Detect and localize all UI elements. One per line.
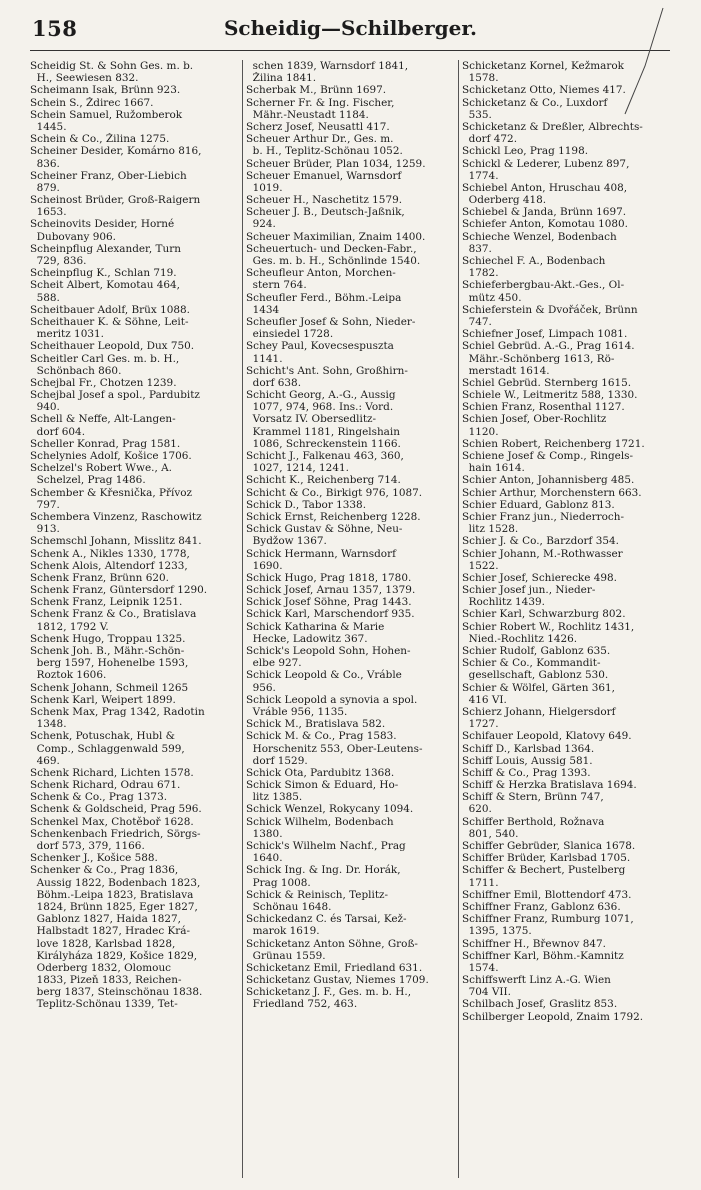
directory-line: Schien Robert, Reichenberg 1721. bbox=[462, 437, 645, 450]
directory-line: Schenk Richard, Lichten 1578. bbox=[30, 766, 194, 779]
directory-line: 1348. bbox=[30, 718, 67, 731]
directory-line: Schilbach Josef, Graslitz 853. bbox=[462, 998, 618, 1011]
directory-line: 879. bbox=[30, 181, 60, 194]
directory-line: schen 1839, Warnsdorf 1841, bbox=[246, 60, 409, 72]
directory-line: Schein Samuel, Ružomberok bbox=[30, 108, 183, 121]
directory-line: Comp., Schlaggenwald 599, bbox=[30, 742, 185, 755]
directory-line: Scheinovits Desider, Horné bbox=[30, 218, 175, 231]
directory-line: Scheimann Isak, Brünn 923. bbox=[30, 84, 181, 97]
directory-line: Oderberg 418. bbox=[462, 194, 547, 207]
directory-line: Schicketanz & Dreßler, Albrechts- bbox=[462, 120, 643, 133]
directory-line: elbe 927. bbox=[246, 657, 302, 670]
directory-line: 797. bbox=[30, 498, 60, 511]
directory-line: Scheuer J. B., Deutsch-Jaßnik, bbox=[246, 206, 405, 219]
directory-line: love 1828, Karlsbad 1828, bbox=[30, 937, 176, 950]
directory-line: Schenk & Goldscheid, Prag 596. bbox=[30, 803, 202, 816]
directory-line: Scheufleur Anton, Morchen- bbox=[246, 267, 396, 280]
directory-line: Schenk Johann, Schmeil 1265 bbox=[30, 681, 189, 694]
directory-line: Schiffner Franz, Rumburg 1071, bbox=[462, 913, 634, 926]
directory-line: Schenkel Max, Chotěboř 1628. bbox=[30, 815, 194, 828]
directory-line: 1774. bbox=[462, 169, 499, 182]
directory-line: b. H., Teplitz-Schönau 1052. bbox=[246, 145, 403, 158]
directory-line: Schier Eduard, Gablonz 813. bbox=[462, 498, 615, 511]
column-divider bbox=[242, 60, 243, 1178]
directory-line: Schiebel Anton, Hruschau 408, bbox=[462, 181, 628, 194]
directory-line: Schönau 1648. bbox=[246, 900, 332, 913]
directory-line: Schicketanz Emil, Friedland 631. bbox=[246, 961, 423, 974]
directory-line: Schick Ota, Pardubitz 1368. bbox=[246, 766, 395, 779]
directory-line: Schiechel F. A., Bodenbach bbox=[462, 255, 606, 267]
directory-line: Schier Franz jun., Niederroch- bbox=[462, 510, 625, 523]
directory-line: Schien Franz, Rosenthal 1127. bbox=[462, 401, 625, 414]
directory-line: Schiebel & Janda, Brünn 1697. bbox=[462, 206, 627, 219]
directory-line: Rochlitz 1439. bbox=[462, 596, 545, 609]
directory-line: 1086, Schreckenstein 1166. bbox=[246, 437, 401, 450]
directory-line: Schelynies Adolf, Košice 1706. bbox=[30, 450, 192, 462]
directory-line: 1824, Brünn 1825, Eger 1827, bbox=[30, 900, 198, 913]
directory-line: Horschenitz 553, Ober-Leutens- bbox=[246, 742, 423, 755]
directory-line: marok 1619. bbox=[246, 925, 320, 938]
directory-line: 535. bbox=[462, 108, 492, 121]
page-title: Scheidig—Schilberger. bbox=[223, 16, 478, 40]
directory-line: H., Seewiesen 832. bbox=[30, 72, 139, 85]
directory-line: Schick Simon & Eduard, Ho- bbox=[246, 779, 399, 792]
directory-line: stern 764. bbox=[246, 279, 307, 292]
directory-line: 1141. bbox=[246, 352, 283, 365]
directory-line: Scheithauer K. & Söhne, Leit- bbox=[30, 315, 189, 328]
directory-line: Vorsatz IV. Obersedlitz- bbox=[246, 413, 377, 426]
directory-line: Schick Ing. & Ing. Dr. Horák, bbox=[246, 864, 401, 877]
directory-line: Schiff D., Karlsbad 1364. bbox=[462, 742, 595, 755]
directory-line: Roztok 1606. bbox=[30, 669, 107, 682]
directory-line: Schick Wilhelm, Bodenbach bbox=[246, 815, 394, 828]
directory-line: Schember & Křesnička, Přívoz bbox=[30, 486, 193, 499]
directory-line: Scheidig St. & Sohn Ges. m. b. bbox=[30, 60, 194, 72]
directory-line: Schick Leopold & Co., Vráble bbox=[246, 669, 402, 682]
directory-line: 1445. bbox=[30, 120, 67, 133]
directory-line: Schiffer Gebrüder, Slanica 1678. bbox=[462, 840, 636, 852]
directory-line: Schiffner Karl, Böhm.-Kamnitz bbox=[462, 949, 624, 962]
directory-line: gesellschaft, Gablonz 530. bbox=[462, 669, 609, 682]
directory-line: 1027, 1214, 1241. bbox=[246, 462, 349, 475]
directory-line: 1812, 1792 V. bbox=[30, 620, 109, 633]
directory-line: Schicht K., Reichenberg 714. bbox=[246, 474, 401, 487]
directory-line: Schiene Josef & Comp., Ringels- bbox=[462, 450, 634, 462]
directory-line: 1434 bbox=[246, 303, 280, 316]
directory-line: Scheinpflug K., Schlan 719. bbox=[30, 267, 177, 280]
directory-line: Schick Josef, Arnau 1357, 1379. bbox=[246, 584, 416, 597]
directory-line: Schick's Leopold Sohn, Hohen- bbox=[246, 645, 411, 657]
directory-line: 588. bbox=[30, 291, 60, 304]
directory-line: 469. bbox=[30, 754, 60, 767]
directory-line: Schier Robert W., Rochlitz 1431, bbox=[462, 620, 635, 633]
directory-line: Schenker J., Košice 588. bbox=[30, 852, 158, 865]
directory-line: Schier J. & Co., Barzdorf 354. bbox=[462, 535, 619, 548]
column-divider bbox=[458, 60, 459, 1178]
directory-line: 1522. bbox=[462, 559, 499, 572]
directory-line: Schejbal Josef a spol., Pardubitz bbox=[30, 389, 200, 402]
directory-line: 747. bbox=[462, 315, 492, 328]
directory-line: Schicht J., Falkenau 463, 360, bbox=[246, 450, 404, 462]
directory-line: Schell & Neffe, Alt-Langen- bbox=[30, 413, 176, 426]
directory-line: Scheuer H., Naschetitz 1579. bbox=[246, 194, 403, 207]
directory-line: Böhm.-Leipa 1823, Bratislava bbox=[30, 888, 194, 901]
directory-line: Schieferbergbau-Akt.-Ges., Ol- bbox=[462, 279, 625, 292]
directory-line: Scheuer Maximilian, Znaim 1400. bbox=[246, 230, 426, 243]
directory-line: Scheiner Desider, Komárno 816, bbox=[30, 145, 202, 158]
directory-line: Prag 1008. bbox=[246, 876, 311, 889]
directory-line: Schicht Georg, A.-G., Aussig bbox=[246, 389, 396, 402]
header-rule bbox=[30, 50, 670, 51]
directory-line: berg 1837, Steinschönau 1838. bbox=[30, 986, 203, 999]
directory-line: Scherner Fr. & Ing. Fischer, bbox=[246, 96, 395, 109]
directory-line: 1578. bbox=[462, 72, 499, 85]
directory-line: Schick Ernst, Reichenberg 1228. bbox=[246, 510, 421, 523]
directory-line: Schenk Max, Prag 1342, Radotin bbox=[30, 705, 205, 718]
directory-line: Grünau 1559. bbox=[246, 949, 326, 962]
directory-line: 1690. bbox=[246, 559, 283, 572]
directory-line: berg 1597, Hohenelbe 1593, bbox=[30, 657, 189, 670]
directory-line: Schier Josef jun., Nieder- bbox=[462, 584, 596, 597]
directory-line: Schenk & Co., Prag 1373. bbox=[30, 791, 168, 804]
directory-line: Krammel 1181, Ringelshain bbox=[246, 425, 400, 438]
directory-line: Schickl & Lederer, Lubenz 897, bbox=[462, 157, 630, 170]
directory-line: 1380. bbox=[246, 827, 283, 840]
directory-line: 620. bbox=[462, 803, 492, 816]
directory-line: Schickedanz C. és Tarsai, Kež- bbox=[246, 913, 407, 926]
directory-line: 913. bbox=[30, 523, 60, 536]
directory-line: litz 1528. bbox=[462, 523, 519, 536]
directory-line: Gablonz 1827, Haida 1827, bbox=[30, 913, 182, 926]
directory-line: Schier Josef, Schierecke 498. bbox=[462, 571, 617, 584]
directory-line: Scherbak M., Brünn 1697. bbox=[246, 84, 387, 97]
directory-line: Schein & Co., Žilina 1275. bbox=[30, 133, 170, 146]
directory-line: Teplitz-Schönau 1339, Tet- bbox=[30, 998, 178, 1011]
directory-line: Schenk Franz & Co., Bratislava bbox=[30, 608, 197, 621]
directory-line: 1395, 1375. bbox=[462, 925, 532, 938]
directory-line: Schick's Wilhelm Nachf., Prag bbox=[246, 840, 406, 852]
directory-line: Schicketanz J. F., Ges. m. b. H., bbox=[246, 986, 412, 999]
directory-line: Schiefner Josef, Limpach 1081. bbox=[462, 328, 628, 341]
directory-line: Schiefer Anton, Komotau 1080. bbox=[462, 218, 628, 231]
directory-line: Schick M. & Co., Prag 1583. bbox=[246, 730, 397, 743]
directory-line: 1640. bbox=[246, 852, 283, 865]
directory-line: Schenk Franz, Güntersdorf 1290. bbox=[30, 584, 208, 597]
directory-line: Schenk Franz, Leipnik 1251. bbox=[30, 596, 183, 609]
directory-line: Scheinpflug Alexander, Turn bbox=[30, 242, 181, 255]
directory-line: Schönbach 860. bbox=[30, 364, 122, 377]
directory-line: merstadt 1614. bbox=[462, 364, 550, 377]
directory-line: Schicketanz & Co., Luxdorf bbox=[462, 96, 608, 109]
directory-line: Scheitler Carl Ges. m. b. H., bbox=[30, 352, 180, 365]
directory-line: 729, 836. bbox=[30, 255, 87, 267]
directory-line: 416 VI. bbox=[462, 693, 507, 706]
directory-line: Schiffer Berthold, Rožnava bbox=[462, 815, 605, 828]
directory-line: 1019. bbox=[246, 181, 283, 194]
directory-line: mütz 450. bbox=[462, 291, 522, 304]
directory-line: Schier Karl, Schwarzburg 802. bbox=[462, 608, 626, 621]
directory-line: Schelzel, Prag 1486. bbox=[30, 474, 146, 487]
directory-line: Friedland 752, 463. bbox=[246, 998, 358, 1011]
directory-line: Scheufler Josef & Sohn, Nieder- bbox=[246, 315, 416, 328]
directory-line: Ges. m. b. H., Schönlinde 1540. bbox=[246, 255, 421, 267]
directory-line: Schick D., Tabor 1338. bbox=[246, 498, 367, 511]
directory-line: Schier Arthur, Morchenstern 663. bbox=[462, 486, 642, 499]
directory-line: Schembera Vinzenz, Raschowitz bbox=[30, 510, 202, 523]
directory-line: Schemschl Johann, Misslitz 841. bbox=[30, 535, 202, 548]
directory-line: Schifauer Leopold, Klatovy 649. bbox=[462, 730, 632, 743]
directory-line: 1711. bbox=[462, 876, 499, 889]
directory-line: Scherz Josef, Neusattl 417. bbox=[246, 120, 390, 133]
directory-line: Schick Gustav & Söhne, Neu- bbox=[246, 523, 403, 536]
directory-column-2 bbox=[246, 60, 458, 1178]
directory-line: Scheller Konrad, Prag 1581. bbox=[30, 437, 181, 450]
directory-line: Schenkenbach Friedrich, Sörgs- bbox=[30, 827, 201, 840]
directory-line: Schiff & Herzka Bratislava 1694. bbox=[462, 779, 637, 792]
directory-line: Schejbal Fr., Chotzen 1239. bbox=[30, 376, 177, 389]
directory-line: Schickl Leo, Prag 1198. bbox=[462, 145, 589, 158]
directory-line: dorf 472. bbox=[462, 133, 518, 146]
directory-line: Scheinost Brüder, Groß-Raigern bbox=[30, 194, 201, 207]
directory-line: litz 1385. bbox=[246, 791, 303, 804]
directory-line: Schenk Hugo, Troppau 1325. bbox=[30, 632, 186, 645]
directory-line: Schiff Louis, Aussig 581. bbox=[462, 754, 593, 767]
directory-line: Schick Josef Söhne, Prag 1443. bbox=[246, 596, 412, 609]
directory-line: Schey Paul, Kovecsespuszta bbox=[246, 340, 394, 353]
directory-line: Scheit Albert, Komotau 464, bbox=[30, 279, 180, 292]
directory-line: Schicketanz Anton Söhne, Groß- bbox=[246, 937, 418, 950]
directory-line: 1120. bbox=[462, 425, 499, 438]
directory-line: Schilberger Leopold, Znaim 1792. bbox=[462, 1010, 644, 1023]
directory-line: Schein S., Ždirec 1667. bbox=[30, 96, 154, 109]
directory-line: Mähr.-Schönberg 1613, Rö- bbox=[462, 352, 615, 365]
directory-line: Dubovany 906. bbox=[30, 230, 116, 243]
directory-line: 1782. bbox=[462, 267, 499, 280]
directory-line: dorf 1529. bbox=[246, 754, 308, 767]
directory-line: Schieche Wenzel, Bodenbach bbox=[462, 230, 617, 243]
directory-line: 940. bbox=[30, 401, 60, 414]
directory-line: meritz 1031. bbox=[30, 328, 104, 341]
directory-line: Schiffner H., Břewnov 847. bbox=[462, 937, 606, 950]
directory-line: Schelzel's Robert Wwe., A. bbox=[30, 462, 172, 475]
directory-line: Schenk, Potuschak, Hubl & bbox=[30, 730, 175, 743]
directory-line: Schick Leopold a synovia a spol. bbox=[246, 693, 418, 706]
directory-line: Schicketanz Gustav, Niemes 1709. bbox=[246, 974, 429, 987]
directory-line: Schick Karl, Marschendorf 935. bbox=[246, 608, 415, 621]
directory-line: 1574. bbox=[462, 961, 499, 974]
directory-line: dorf 573, 379, 1166. bbox=[30, 840, 145, 852]
directory-line: Scheuer Arthur Dr., Ges. m. bbox=[246, 133, 394, 146]
page-number: 158 bbox=[32, 16, 78, 41]
directory-line: 1727. bbox=[462, 718, 499, 731]
directory-line: Schier & Wölfel, Gärten 361, bbox=[462, 681, 616, 694]
directory-line: Bydžow 1367. bbox=[246, 535, 327, 548]
directory-line: Schiff & Co., Prag 1393. bbox=[462, 766, 591, 779]
directory-line: Schiffner Franz, Gablonz 636. bbox=[462, 900, 621, 913]
directory-columns bbox=[30, 60, 670, 1178]
directory-line: Schenk Richard, Odrau 671. bbox=[30, 779, 181, 792]
directory-line: Schiffer Brüder, Karlsbad 1705. bbox=[462, 852, 631, 865]
directory-line: Schieferstein & Dvořáček, Brünn bbox=[462, 303, 638, 316]
directory-column-3 bbox=[462, 60, 674, 1178]
directory-line: Halbstadt 1827, Hradec Krá- bbox=[30, 925, 191, 938]
directory-line: Scheufler Ferd., Böhm.-Leipa bbox=[246, 291, 402, 304]
directory-line: Schenk Franz, Brünn 620. bbox=[30, 571, 169, 584]
directory-line: 704 VII. bbox=[462, 986, 511, 999]
directory-line: Oderberg 1832, Olomouc bbox=[30, 961, 172, 974]
directory-line: Schiffswerft Linz A.-G. Wien bbox=[462, 974, 611, 987]
directory-column-1 bbox=[30, 60, 242, 1178]
directory-line: 1077, 974, 968. Ins.: Vord. bbox=[246, 401, 394, 414]
directory-line: Schick M., Bratislava 582. bbox=[246, 718, 386, 731]
directory-line: Schenk Joh. B., Mähr.-Schön- bbox=[30, 645, 185, 657]
directory-line: Schiel Gebrüd. A.-G., Prag 1614. bbox=[462, 340, 635, 353]
directory-line: Schick Katharina & Marie bbox=[246, 620, 385, 633]
directory-line: Schierz Johann, Hielgersdorf bbox=[462, 705, 616, 718]
directory-line: hain 1614. bbox=[462, 462, 525, 475]
directory-line: Scheuertuch- und Decken-Fabr., bbox=[246, 242, 417, 255]
directory-line: Žilina 1841. bbox=[246, 72, 317, 85]
directory-line: Hecke, Ladowitz 367. bbox=[246, 632, 368, 645]
directory-line: 1833, Pizeň 1833, Reichen- bbox=[30, 974, 182, 987]
directory-line: Schien Josef, Ober-Rochlitz bbox=[462, 413, 607, 426]
directory-line: Schicht's Ant. Sohn, Großhirn- bbox=[246, 364, 408, 377]
directory-line: Schick Hugo, Prag 1818, 1780. bbox=[246, 571, 412, 584]
directory-line: 956. bbox=[246, 681, 276, 694]
directory-line: Schier Johann, M.-Rothwasser bbox=[462, 547, 623, 560]
directory-line: dorf 638. bbox=[246, 376, 302, 389]
directory-line: Schenker & Co., Prag 1836, bbox=[30, 864, 179, 877]
directory-line: 1653. bbox=[30, 206, 67, 219]
directory-line: Schiffer & Bechert, Pustelberg bbox=[462, 864, 626, 877]
directory-line: Schicketanz Kornel, Kežmarok bbox=[462, 60, 624, 72]
directory-line: Schier Anton, Johannisberg 485. bbox=[462, 474, 635, 487]
directory-line: Schiel Gebrüd. Sternberg 1615. bbox=[462, 376, 632, 389]
directory-line: Schiffner Emil, Blottendorf 473. bbox=[462, 888, 632, 901]
directory-line: Nied.-Rochlitz 1426. bbox=[462, 632, 578, 645]
directory-line: Scheitbauer Adolf, Brüx 1088. bbox=[30, 303, 190, 316]
directory-line: Aussig 1822, Bodenbach 1823, bbox=[30, 876, 201, 889]
directory-line: Schicht & Co., Birkigt 976, 1087. bbox=[246, 486, 423, 499]
directory-line: einsiedel 1728. bbox=[246, 328, 334, 341]
directory-line: Schenk Karl, Weipert 1899. bbox=[30, 693, 176, 706]
directory-line: Schier & Co., Kommandit- bbox=[462, 657, 601, 670]
directory-line: Scheiner Franz, Ober-Liebich bbox=[30, 169, 187, 182]
directory-line: Schicketanz Otto, Niemes 417. bbox=[462, 84, 626, 97]
directory-line: Schenk Alois, Altendorf 1233, bbox=[30, 559, 188, 572]
directory-line: Scheuer Brüder, Plan 1034, 1259. bbox=[246, 157, 426, 170]
directory-line: Schick Wenzel, Rokycany 1094. bbox=[246, 803, 414, 816]
directory-line: Scheuer Emanuel, Warnsdorf bbox=[246, 169, 402, 182]
directory-line: 836. bbox=[30, 157, 60, 170]
directory-line: Schick Hermann, Warnsdorf bbox=[246, 547, 396, 560]
directory-line: dorf 604. bbox=[30, 425, 86, 438]
directory-line: Schier Rudolf, Gablonz 635. bbox=[462, 645, 611, 657]
directory-line: Mähr.-Neustadt 1184. bbox=[246, 108, 369, 121]
directory-line: Királyháza 1829, Košice 1829, bbox=[30, 949, 198, 962]
directory-line: 924. bbox=[246, 218, 276, 231]
directory-line: Schiff & Stern, Brünn 747, bbox=[462, 791, 604, 804]
directory-line: Schick & Reinisch, Teplitz- bbox=[246, 888, 389, 901]
directory-line: Vráble 956, 1135. bbox=[246, 705, 348, 718]
directory-line: 837. bbox=[462, 242, 492, 255]
directory-line: Schenk A., Nikles 1330, 1778, bbox=[30, 547, 190, 560]
directory-line: Schiele W., Leitmeritz 588, 1330. bbox=[462, 389, 638, 402]
directory-line: 801, 540. bbox=[462, 827, 519, 840]
directory-line: Scheithauer Leopold, Dux 750. bbox=[30, 340, 195, 353]
